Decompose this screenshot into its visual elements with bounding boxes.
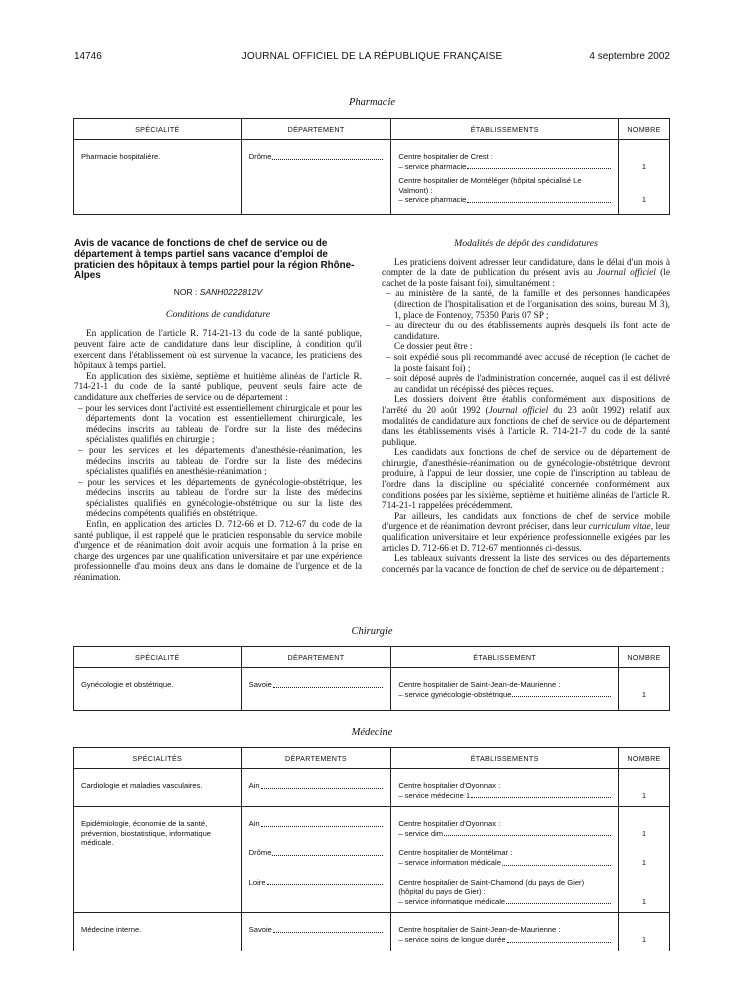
col-header: ÉTABLISSEMENTS (391, 119, 619, 140)
nombre-value: 1 (641, 857, 647, 867)
nombre-cell (619, 874, 670, 913)
departement-name: Drôme (248, 848, 272, 858)
col-header: DÉPARTEMENTS (241, 748, 391, 769)
paragraph: Les tableaux suivants dressent la liste des services ou des départements concernés par la vacance de fonction de chef de service ou de département : (382, 554, 670, 575)
establishment-name: Centre hospitalier de Saint-Chamond (du pays de Gier) (hôpital du pays de Gier) : (398, 877, 585, 897)
service-name: – service informatique médicale (398, 896, 506, 906)
modalites-subtitle: Modalités de dépôt des candidatures (454, 238, 598, 249)
specialite-cell: Epidémiologie, économie de la santé, prévention, biostatistique, informatique médicale. (74, 807, 242, 913)
col-header: DÉPARTEMENT (241, 647, 391, 668)
etablissements-cell (391, 874, 619, 913)
list-item: – au ministère de la santé, de la famille et des personnes handicapées (direction de l'hospitalisation et de l'organisation des soins, bureau M 3), 1, place de Fontenoy, 75350 Paris 07 SP ; (382, 289, 670, 321)
issue-date: 4 septembre 2002 (589, 51, 670, 62)
list-item: – pour les services et les départements de gynécologie-obstétrique, les médecins inscrits au tableau de l'ordre sur la liste des médecins spécialistes qualifiés en gynécologie-obstétrique ou sur la liste des médecins compétents qualifiés en obstétrique. (74, 478, 362, 520)
col-header: ÉTABLISSEMENTS (391, 748, 619, 769)
journal-title: JOURNAL OFFICIEL DE LA RÉPUBLIQUE FRANÇAISE (241, 51, 503, 62)
cv-ref: curriculum vitae (588, 522, 651, 533)
service-name: – service gynécologie-obstétrique (398, 689, 512, 699)
table-row (74, 913, 670, 951)
text-run: Les dossiers doivent être établis conformément aux dispositions de l'arrêté du 20 août 1992 ( (382, 395, 670, 416)
service-name: – service dim (398, 828, 444, 838)
text-run: (le cachet de la poste faisant foi), simultanément : (382, 268, 670, 289)
specialite-cell: Médecine interne. (74, 913, 242, 951)
departement-cell (241, 769, 391, 807)
specialite-cell: Pharmacie hospitalière. (74, 140, 242, 215)
nombre-value: 1 (641, 195, 647, 205)
paragraph (382, 258, 670, 290)
table-header-row (74, 748, 670, 769)
nor-value: SANH0222812V (199, 287, 263, 298)
text-run: Les praticiens doivent adresser leur candidature, dans le délai d'un mois à compter de la date de publication du présent avis au (382, 257, 670, 279)
service-name: – service pharmacie (398, 195, 467, 205)
list-item: – pour les services et les départements d'anesthésie-réanimation, les médecins inscrits au tableau de l'ordre sur la liste des médecins spécialistes qualifiés en anesthésie-réanimation ; (74, 446, 362, 478)
departement-cell (241, 140, 391, 215)
article-title: Avis de vacance de fonctions de chef de service ou de département à temps partiel sans vacance d'emploi de praticien des hôpitaux à temps partiel pour la région Rhône-Alpes (74, 238, 355, 282)
chirurgie-table (73, 646, 670, 711)
establishment-entry (398, 152, 611, 171)
recipients-list (382, 289, 670, 342)
nombre-value: 1 (641, 161, 647, 171)
table-header-row (74, 119, 670, 140)
table-row (74, 807, 670, 845)
col-header: ÉTABLISSEMENT (391, 647, 619, 668)
dot-leader (506, 897, 611, 905)
list-item: – soit expédié sous pli recommandé avec accusé de réception (le cachet de la poste faisant foi) ; (382, 353, 670, 374)
dot-leader (272, 152, 383, 160)
dot-leader (444, 829, 611, 837)
table-row (74, 140, 670, 215)
service-name: – service soins de longue durée (398, 934, 506, 944)
etablissements-cell (391, 913, 619, 951)
departement-name: Savoie (248, 925, 272, 935)
establishment-name: Centre hospitalier de Montélimar : (398, 848, 513, 858)
col-header: NOMBRE (619, 647, 670, 668)
nor-label: NOR : (173, 287, 198, 298)
etablissements-cell (391, 668, 619, 711)
paragraph: Les candidats aux fonctions de chef de service ou de département de chirurgie, d'anesthésie-réanimation ou de gynécologie-obstétrique devront produire, à l'appui de leur dossier, une copie de l'inscription au tableau de l'ordre dans la discipline ou spécialité concernée conformément aux conditions posées par les sixième, septième et huitième alinéas de l'article R. 714-21-1 rappelées précédemment. (382, 448, 670, 512)
nombre-cell (619, 807, 670, 845)
establishment-name: Centre hospitalier d'Oyonnax : (398, 819, 501, 829)
dot-leader (467, 162, 611, 170)
departement-name: Ain (248, 819, 260, 829)
col-header: SPÉCIALITÉS (74, 748, 242, 769)
departement-cell (241, 807, 391, 845)
dot-leader (507, 935, 611, 943)
departement-name: Loire (248, 877, 266, 887)
col-header: SPÉCIALITÉ (74, 119, 242, 140)
paragraph: Enfin, en application des articles D. 712-66 et D. 712-67 du code de la santé publique, il est rappelé que le praticien responsable du service mobile d'urgence et de réanimation doit avoir acquis une formation à la prise en charge des urgences par une qualification universitaire et par une expérience professionnelle d'au moins deux ans dans le domaine de l'urgence et de la réanimation. (74, 520, 362, 584)
journal-ref: Journal officiel (596, 268, 656, 279)
etablissements-cell (391, 807, 619, 845)
dot-leader (267, 878, 384, 886)
medecine-section-title: Médecine (351, 727, 393, 738)
service-name: – service médecine 1 (398, 790, 471, 800)
dot-leader (467, 195, 611, 203)
establishment-name: Centre hospitalier de Crest : (398, 152, 493, 161)
dot-leader (273, 680, 383, 688)
nombre-cell (619, 769, 670, 807)
table-row (74, 769, 670, 807)
list-item: – soit déposé auprès de l'administration concernée, auquel cas il est délivré au candidat un récépissé des pièces reçues. (382, 374, 670, 395)
establishment-name: Centre hospitalier de Montéléger (hôpital spécialisé Le Valmont) : (398, 176, 582, 195)
table-header-row (74, 647, 670, 668)
nombre-cell (619, 913, 670, 951)
departement-cell (241, 668, 391, 711)
journal-ref: Journal officiel (488, 405, 549, 416)
establishment-entry (398, 176, 611, 205)
etablissements-cell (391, 769, 619, 807)
col-header: NOMBRE (619, 748, 670, 769)
departement-name: Savoie (248, 680, 272, 689)
departement-cell (241, 913, 391, 951)
col-header: DÉPARTEMENT (241, 119, 391, 140)
text-run: , leur qualification universitaire et leur expérience professionnelle exigées par les articles D. 712-66 et D. 712-67 mentionnés ci-dessus. (382, 522, 670, 554)
pharmacie-table (73, 118, 670, 215)
departement-name: Ain (248, 781, 260, 790)
establishment-name: Centre hospitalier d'Oyonnax : (398, 781, 501, 790)
etablissements-cell (391, 140, 619, 215)
service-name: – service information médicale (398, 857, 501, 867)
etablissements-cell (391, 844, 619, 873)
departement-name: Drôme (248, 152, 272, 161)
text-run: Par ailleurs, les candidats aux fonctions de chef de service mobile d'urgence et de réanimation devront préciser, dans leur (382, 511, 670, 533)
text-run: du 23 août 1992) relatif aux modalités de candidature aux fonctions de chef de service ou de département dans les établissements visés à l'article R. 714-21-7 du code de la santé publique. (382, 405, 671, 448)
paragraph: En application de l'article R. 714-21-13 du code de la santé publique, peuvent faire acte de candidature dans leur discipline, à condition qu'il exercent dans l'établissement où est survenue la vacance, les praticiens des hôpitaux à temps partiel. (74, 329, 362, 372)
col-header: SPÉCIALITÉ (74, 647, 242, 668)
specialite-cell: Gynécologie et obstétrique. (74, 668, 242, 711)
article-left-column (74, 239, 362, 584)
col-header: NOMBRE (619, 119, 670, 140)
dot-leader (471, 791, 611, 799)
nombre-cell (619, 140, 670, 215)
nombre-cell (619, 844, 670, 873)
running-header (74, 50, 670, 64)
nombre-value: 1 (641, 689, 647, 699)
dot-leader (272, 848, 383, 856)
nombre-value: 1 (641, 896, 647, 906)
list-item: – au directeur du ou des établissements auprès desquels ils font acte de candidature. (382, 321, 670, 342)
conditions-subtitle: Conditions de candidature (165, 308, 271, 320)
dot-leader (512, 690, 611, 698)
pharmacie-section-title: Pharmacie (348, 97, 396, 108)
paragraph: Ce dossier peut être : (394, 342, 473, 353)
paragraph: En application des sixième, septième et huitième alinéas de l'article R. 714-21-1 du code de la santé publique, peuvent seuls faire acte de candidature aux chefferies de service ou de département : (74, 371, 362, 403)
list-item: – pour les services dont l'activité est essentiellement chirurgicale et pour les départements dont la vocation est essentiellement chirurgicale, les médecins inscrits au tableau de l'ordre sur la liste des médecins spécialistes qualifiés en chirurgie ; (74, 404, 362, 446)
departement-cell (241, 874, 391, 913)
nombre-value: 1 (641, 790, 647, 800)
dot-leader (261, 819, 384, 827)
departement-cell (241, 844, 391, 873)
delivery-list (382, 353, 670, 395)
nombre-value: 1 (641, 934, 647, 944)
table-row (74, 668, 670, 711)
establishment-name: Centre hospitalier de Saint-Jean-de-Maurienne : (398, 680, 561, 689)
specialite-cell: Cardiologie et maladies vasculaires. (74, 769, 242, 807)
paragraph (382, 395, 670, 448)
dot-leader (261, 781, 384, 789)
nombre-cell (619, 668, 670, 711)
service-name: – service pharmacie (398, 161, 467, 171)
chirurgie-section-title: Chirurgie (351, 626, 393, 637)
page-number: 14746 (74, 51, 102, 62)
nor-reference (74, 287, 362, 298)
conditions-list (74, 404, 362, 521)
article-right-column (382, 239, 670, 575)
dot-leader (502, 858, 611, 866)
nombre-value: 1 (641, 828, 647, 838)
dot-leader (273, 925, 383, 933)
establishment-name: Centre hospitalier de Saint-Jean-de-Maurienne : (398, 925, 561, 935)
paragraph (382, 512, 670, 554)
medecine-table (73, 747, 670, 951)
